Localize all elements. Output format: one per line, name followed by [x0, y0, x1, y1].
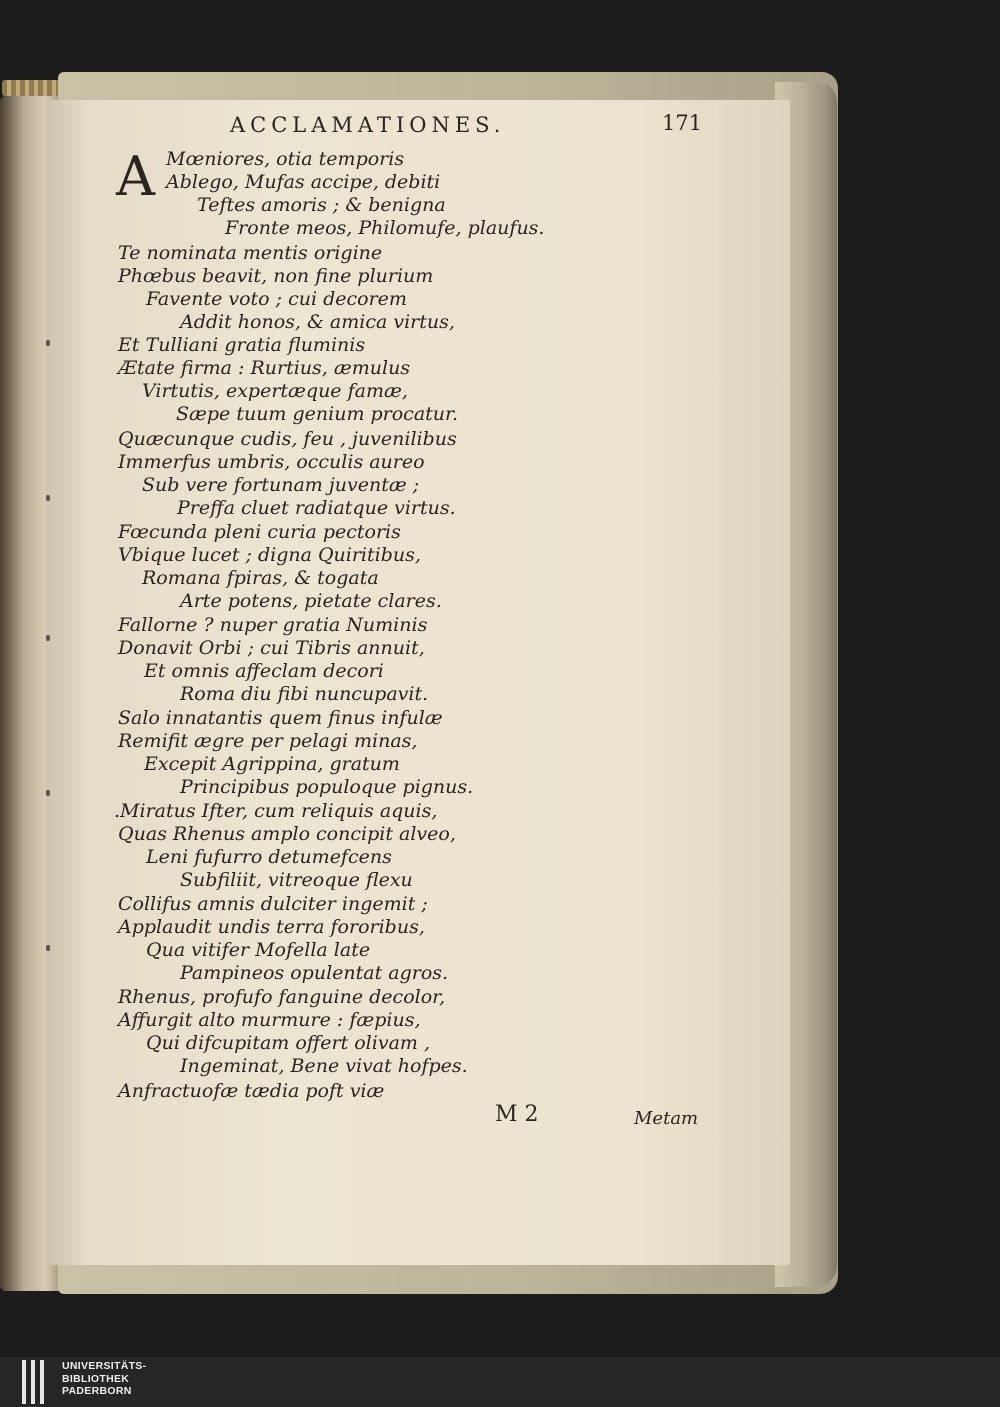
running-header: ACCLAMATIONES.: [230, 113, 506, 137]
verse-line: Qua vitifer Mofella late: [146, 939, 371, 961]
logo-line: BIBLIOTHEK: [62, 1372, 130, 1385]
verse-line: Principibus populoque pignus.: [180, 776, 474, 798]
verse-line: Sub vere fortunam juventæ ;: [142, 474, 420, 496]
logo-line: PADERBORN: [62, 1385, 132, 1397]
binding-stitch: [46, 340, 50, 346]
binding-stitch: [46, 790, 50, 796]
library-logo-icon: [22, 1360, 52, 1404]
verse-line: Subfiliit, vitreoque flexu: [180, 869, 413, 891]
verse-line: Excepit Agrippina, gratum: [144, 753, 400, 775]
verse-line: Roma diu fibi nuncupavit.: [180, 683, 429, 705]
verse-line: Mœniores, otia temporis: [166, 148, 405, 170]
verse-line: Qui difcupitam offert olivam ,: [146, 1032, 430, 1054]
binding-stitch: [46, 635, 50, 641]
library-logo-text: [62, 1360, 146, 1398]
verse-line: Ablego, Mufas accipe, debiti: [166, 171, 441, 193]
verse-line: Teftes amoris ; & benigna: [197, 194, 446, 216]
verse-line: Immerfus umbris, occulis aureo: [118, 451, 425, 473]
verse-line: Romana fpiras, & togata: [142, 567, 379, 589]
verse-line: Remifit ægre per pelagi minas,: [118, 730, 418, 752]
signature-mark: M 2: [495, 1102, 539, 1127]
verse-line: Fallorne ? nuper gratia Numinis: [118, 614, 428, 636]
verse-line: Applaudit undis terra fororibus,: [118, 916, 425, 938]
verse-line: Vbique lucet ; digna Quiritibus,: [118, 544, 421, 566]
verse-line: Fronte meos, Philomufe, plaufus.: [225, 217, 545, 239]
logo-line: UNIVERSITÄTS-: [62, 1360, 147, 1372]
verse-line: Quas Rhenus amplo concipit alveo,: [118, 823, 456, 845]
verse-line: Ingeminat, Bene vivat hofpes.: [180, 1055, 468, 1077]
verse-line: Virtutis, expertæque famæ,: [142, 380, 408, 402]
binding-cord: [2, 80, 62, 96]
verse-line: Et Tulliani gratia fluminis: [118, 334, 366, 356]
binding-stitch: [46, 495, 50, 501]
verse-line: Ætate firma : Rurtius, æmulus: [118, 357, 411, 379]
verse-line: Preffa cluet radiatque virtus.: [177, 497, 456, 519]
verse-line: Addit honos, & amica virtus,: [180, 311, 455, 333]
verse-line: Arte potens, pietate clares.: [180, 590, 442, 612]
verse-line: Salo innatantis quem finus infulæ: [118, 707, 443, 729]
verse-line: Et omnis affeclam decori: [144, 660, 384, 682]
verse-line: Sæpe tuum genium procatur.: [176, 403, 459, 425]
verse-line: Collifus amnis dulciter ingemit ;: [118, 893, 428, 915]
verse-line: .Miratus Ifter, cum reliquis aquis,: [114, 800, 438, 822]
page-number: 171: [662, 111, 703, 135]
footer-bar: [0, 1357, 1000, 1407]
binding-stitch: [46, 945, 50, 951]
verse-line: Leni fufurro detumefcens: [146, 846, 392, 868]
verse-line: Te nominata mentis origine: [118, 242, 383, 264]
verse-line: Fœcunda pleni curia pectoris: [118, 521, 401, 543]
verse-line: Affurgit alto murmure : fæpius,: [118, 1009, 421, 1031]
catchword: Metam: [634, 1108, 699, 1129]
verse-line: Donavit Orbi ; cui Tibris annuit,: [118, 637, 425, 659]
verse-line: Pampineos opulentat agros.: [180, 962, 449, 984]
verse-line: Anfractuofæ tædia poft viæ: [118, 1080, 385, 1102]
verse-line: Rhenus, profufo fanguine decolor,: [118, 986, 446, 1008]
verse-line: Quæcunque cudis, feu , juvenilibus: [118, 428, 457, 450]
drop-capital: A: [116, 145, 155, 208]
verse-line: Phœbus beavit, non fine plurium: [118, 265, 434, 287]
verse-line: Favente voto ; cui decorem: [146, 288, 407, 310]
